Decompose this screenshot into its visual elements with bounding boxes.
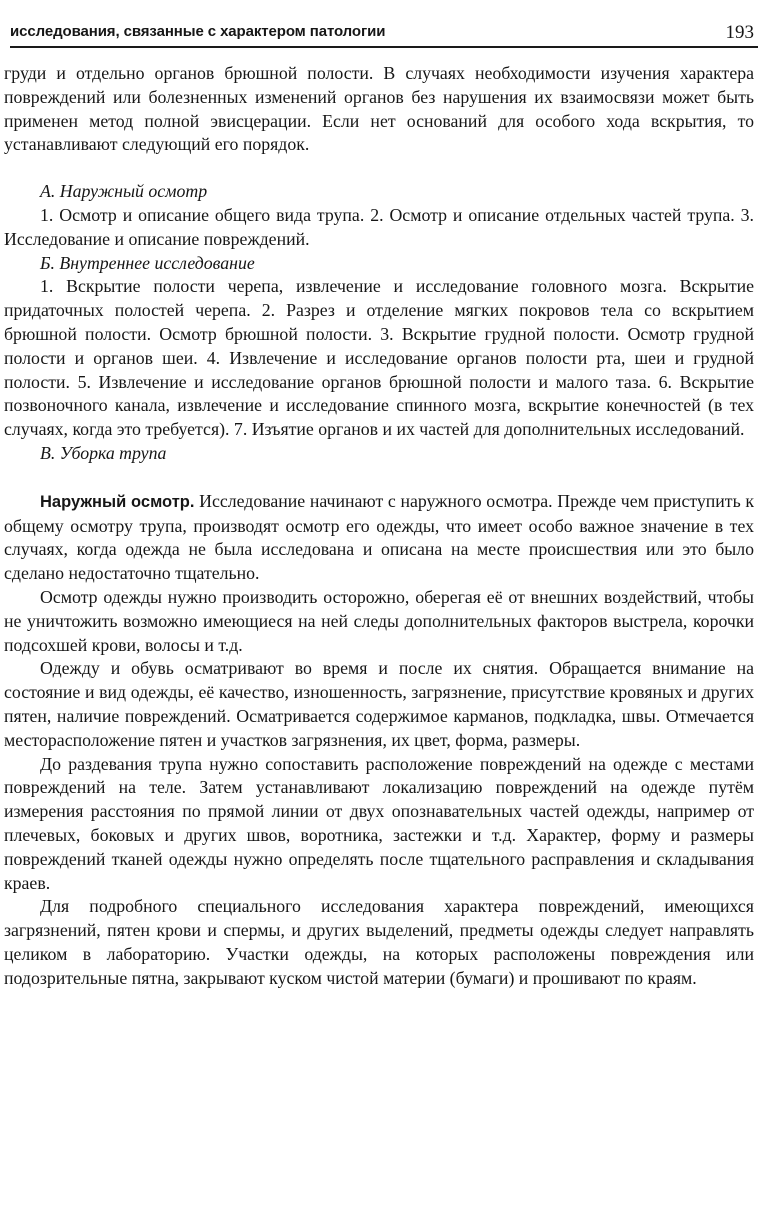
- paragraph-damage-comparison: До раздевания трупа нужно сопоставить расположение повреждений на одежде с местами повреждений на теле. Затем устанавливают локализацию повреждений на одежде путём измерения расстояния по прямой линии от двух опознавательных частей одежды, например от плечевых, боковых и других швов, воротника, застежки и т.д. Характер, форму и размеры повреждений тканей одежды нужно определять после тщательного расправления и складывания краев.: [4, 753, 754, 893]
- section-a-text: 1. Осмотр и описание общего вида трупа. 2. Осмотр и описание отдельных частей трупа. 3. Исследование и описание повреждений.: [4, 204, 754, 249]
- page-number: 193: [725, 22, 754, 43]
- paragraph-external-exam-text: Исследование начинают с наружного осмотра. Прежде чем приступить к общему осмотру трупа, производят осмотр его одежды, что имеет особо важное значение в тех случаях, когда одежда не была исследована и описана на месте происшествия или это было сделано недостаточно тщательно.: [4, 490, 754, 584]
- section-a-heading: А. Наружный осмотр: [40, 181, 208, 202]
- section-b-text: 1. Вскрытие полости черепа, извлечение и исследование головного мозга. Вскрытие придаточных полостей черепа. 2. Разрез и отделение мягких покровов тела со вскрытием брюшной полости. Осмотр брюшной полости. 3. Вскрытие грудной полости. Осмотр грудной полости и органов шеи. 4. Извлечение и исследование органов полости рта, шеи и грудной полости. 5. Извлечение и исследование органов брюшной полости и малого таза. 6. Вскрытие позвоночного канала, извлечение и исследование спинного мозга, вскрытие конечностей (в тех случаях, когда это требуется). 7. Изъятие органов и их частей для дополнительных исследований.: [4, 276, 754, 440]
- intro-paragraph: груди и отдельно органов брюшной полости. В случаях необходимости изучения характера повреждений или болезненных изменений органов без нарушения их взаимосвязи может быть применен метод полной эвисцерации. Если нет оснований для особого хода вскрытия, то устанавливают следующий его порядок.: [4, 63, 754, 155]
- paragraph-external-exam: [4, 490, 754, 586]
- running-header: [10, 22, 758, 48]
- section-b-heading: Б. Внутреннее исследование: [40, 252, 255, 273]
- paragraph-clothing-inspection: Одежду и обувь осматривают во время и после их снятия. Обращается внимание на состояние и вид одежды, её качество, изношенность, загрязнение, присутствие кровяных и других пятен, наличие повреждений. Осматривается содержимое карманов, подкладка, швы. Отмечается месторасположение пятен и участков загрязнения, их цвет, форма, размеры.: [4, 658, 754, 750]
- section-c-heading: В. Уборка трупа: [40, 442, 167, 463]
- paragraph-laboratory: Для подробного специального исследования характера повреждений, имеющихся загрязнений, пятен крови и спермы, и других выделений, предметы одежды следует направлять целиком в лабораторию. Участки одежды, на которых расположены повреждения или подозрительные пятна, закрывают куском чистой материи (бумаги) и прошивают по краям.: [4, 896, 754, 988]
- page-body: [4, 62, 754, 990]
- running-title: исследования, связанные с характером патологии: [10, 23, 386, 40]
- paragraph-lead-term: Наружный осмотр.: [40, 492, 195, 511]
- paragraph-clothing-care: Осмотр одежды нужно производить осторожно, оберегая её от внешних воздействий, чтобы не уничтожить возможно имеющиеся на ней следы дополнительных факторов выстрела, корочки подсохшей крови, волосы и т.д.: [4, 586, 754, 655]
